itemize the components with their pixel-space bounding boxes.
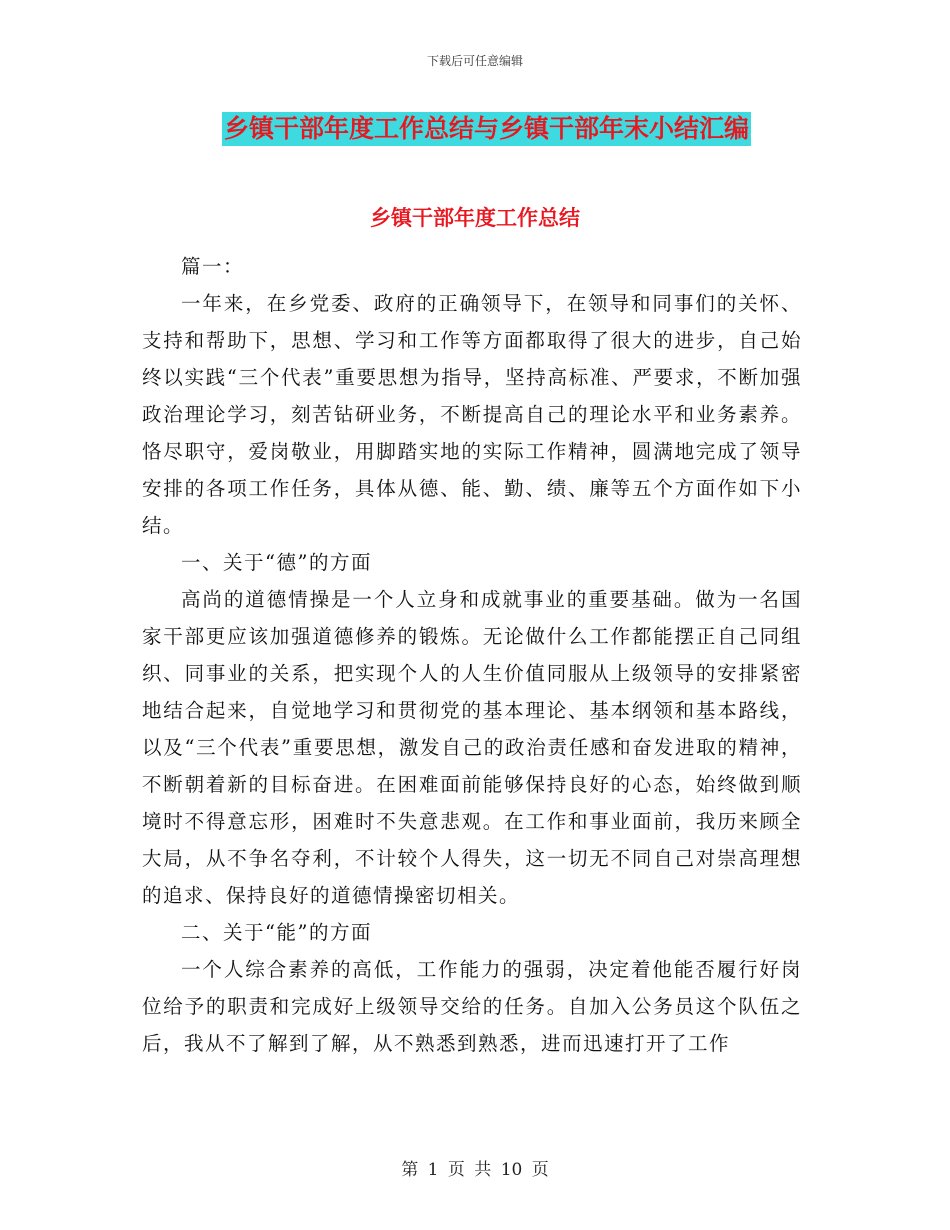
page-indicator: 第 1 页 共 10 页: [401, 1160, 549, 1180]
document-sub-title: 乡镇干部年度工作总结: [370, 206, 580, 230]
section-heading: 一、关于“德”的方面: [181, 551, 372, 574]
body-paragraph: 高尚的道德情操是一个人立身和成就事业的重要基础。做为一名国家干部更应该加强道德修养的锻炼。无论做什么工作都能摆正自己同组织、同事业的关系，把实现个人的人生价值同服从上级领导的安排紧密地结合起来，自觉地学习和贯彻党的基本理论、基本纲领和基本路线，以及“三个代表”重要思想，激发自己的政治责任感和奋发进取的精神，不断朝着新的目标奋进。在困难面前能够保持良好的心态，始终做到顺境时不得意忘形，困难时不失意悲观。在工作和事业面前，我历来顾全大局，从不争名夺利，不计较个人得失，这一切无不同自己对崇高理想的追求、保持良好的道德情操密切相关。: [142, 588, 802, 907]
body-paragraph: 一年来，在乡党委、政府的正确领导下，在领导和同事们的关怀、支持和帮助下，思想、学习和工作等方面都取得了很大的进步，自己始终以实践“三个代表”重要思想为指导，坚持高标准、严要求，不断加强政治理论学习，刻苦钻研业务，不断提高自己的理论水平和业务素养。恪尽职守，爱岗敬业，用脚踏实地的实际工作精神，圆满地完成了领导安排的各项工作任务，具体从德、能、勤、绩、廉等五个方面作如下小结。: [142, 292, 802, 537]
document-main-title: 乡镇干部年度工作总结与乡镇干部年末小结汇编: [222, 112, 751, 146]
header-note: 下载后可任意编辑: [426, 54, 523, 68]
section-label: 篇一：: [181, 255, 245, 278]
document-body: [142, 248, 802, 1062]
section-heading: 二、关于“能”的方面: [181, 921, 372, 944]
body-paragraph: 一个人综合素养的高低，工作能力的强弱，决定着他能否履行好岗位给予的职责和完成好上级领导交给的任务。自加入公务员这个队伍之后，我从不了解到了解，从不熟悉到熟悉，进而迅速打开了工作: [142, 958, 802, 1055]
